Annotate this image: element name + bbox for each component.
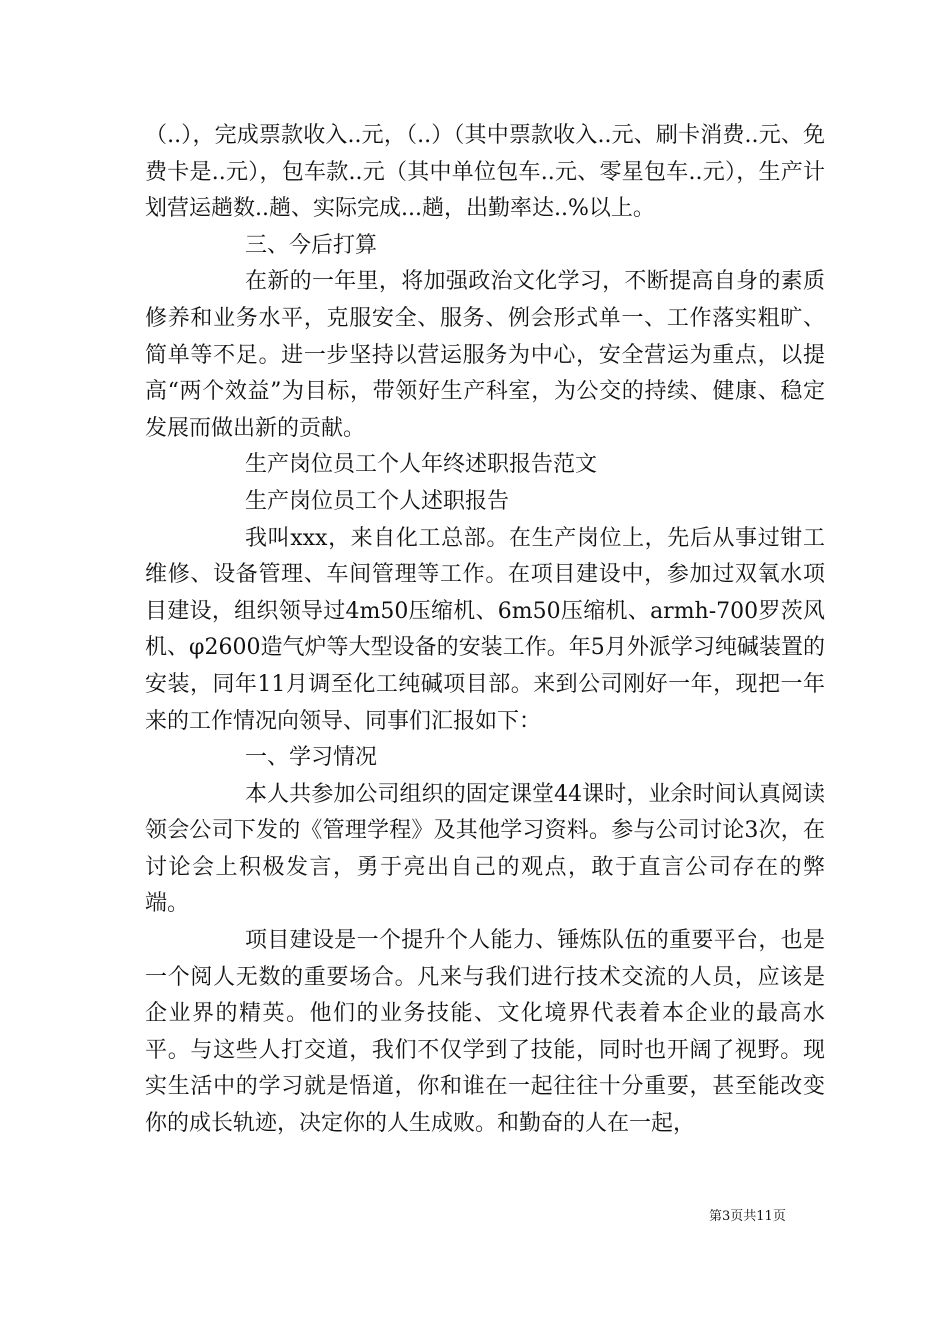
- document-body: [145, 118, 825, 1143]
- paragraph-study-details: 本人共参加公司组织的固定课堂44课时，业余时间认真阅读领会公司下发的《管理学程》及其他学习资料。参与公司讨论3次，在讨论会上积极发言，勇于亮出自己的观点，敢于直言公司存在的弊端。: [145, 781, 825, 917]
- heading-study-situation: 一、学习情况: [245, 745, 378, 771]
- heading-future-plans: 三、今后打算: [245, 232, 378, 258]
- paragraph-self-intro: 我叫xxx，来自化工总部。在生产岗位上，先后从事过钳工维修、设备管理、车间管理等工作。在项目建设中，参加过双氧水项目建设，组织领导过4m50压缩机、6m50压缩机、armh-700罗茨风机、φ2600造气炉等大型设备的安装工作。年5月外派学习纯碱装置的安装，同年11月调至化工纯碱项目部。来到公司刚好一年，现把一年来的工作情况向领导、同事们汇报如下：: [145, 525, 825, 734]
- heading-report-title: 生产岗位员工个人述职报告: [245, 488, 510, 514]
- paragraph-new-year-plan: 在新的一年里，将加强政治文化学习，不断提高自身的素质修养和业务水平，克服安全、服务、例会形式单一、工作落实粗旷、简单等不足。进一步坚持以营运服务为中心，安全营运为重点，以提高“两个效益”为目标，带领好生产科室，为公交的持续、健康、稳定发展而做出新的贡献。: [145, 269, 825, 441]
- paragraph-ticket-revenue: （..），完成票款收入..元，（..）（其中票款收入..元、刷卡消费..元、免费卡是..元），包车款..元（其中单位包车..元、零星包车..元），生产计划营运趟数..趟、实际完成...趟，出勤率达..%以上。: [145, 123, 825, 222]
- heading-report-sample: 生产岗位员工个人年终述职报告范文: [245, 452, 598, 478]
- page-number-footer: 第3页共11页: [709, 1209, 786, 1224]
- paragraph-project-platform: 项目建设是一个提升个人能力、锤炼队伍的重要平台，也是一个阅人无数的重要场合。凡来与我们进行技术交流的人员，应该是企业界的精英。他们的业务技能、文化境界代表着本企业的最高水平。与这些人打交道，我们不仅学到了技能，同时也开阔了视野。现实生活中的学习就是悟道，你和谁在一起往往十分重要，甚至能改变你的成长轨迹，决定你的人生成败。和勤奋的人在一起，: [145, 928, 825, 1137]
